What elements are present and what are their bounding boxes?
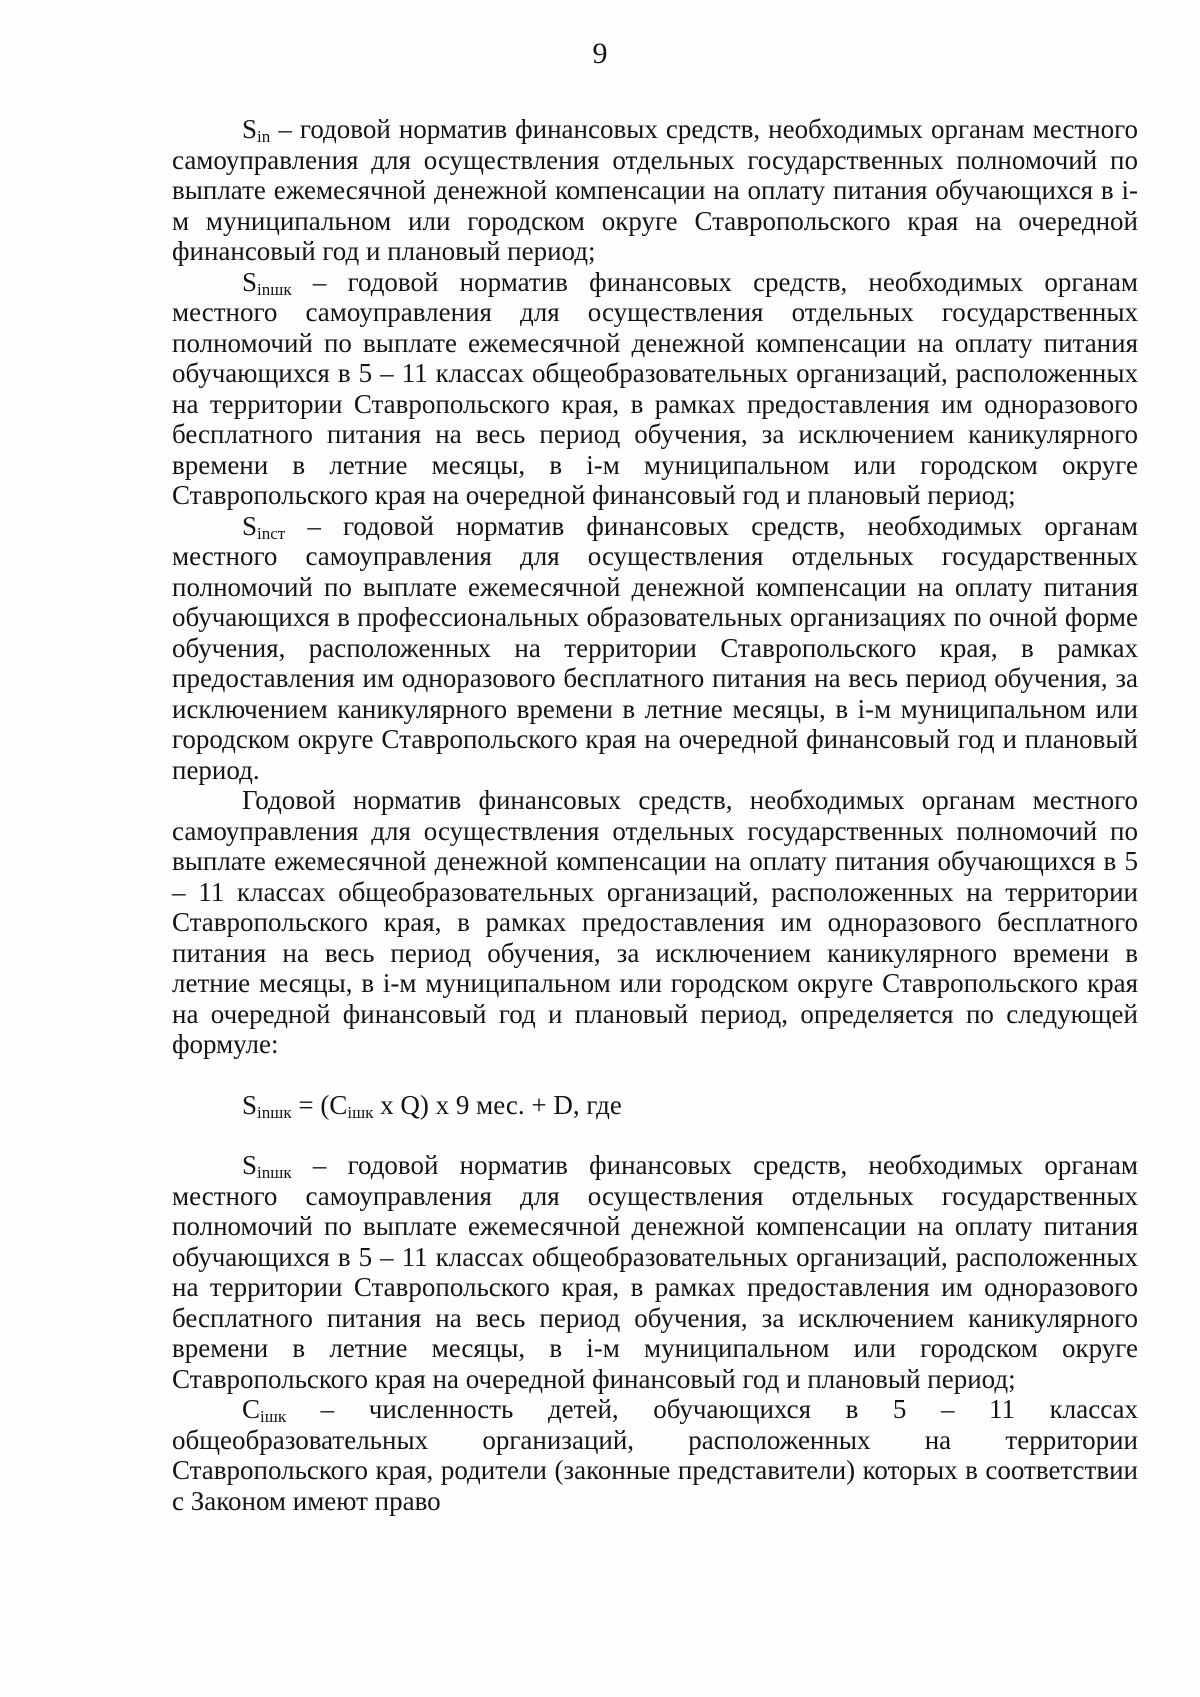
definition-s-inshk	[172, 267, 1138, 511]
symbol	[242, 114, 270, 144]
definition-s-inshk-repeat	[172, 1150, 1138, 1394]
symbol-subscript: inшк	[257, 279, 292, 299]
formula-c-subscript: iшк	[347, 1102, 374, 1122]
formula	[172, 1090, 1138, 1121]
symbol-subscript: inст	[257, 523, 286, 543]
symbol	[242, 1150, 292, 1180]
page-number: 9	[592, 37, 608, 70]
formula-lhs	[242, 1090, 292, 1120]
definition-text: – годовой норматив финансовых средств, необходимых органам местного самоуправления для осуществления отдельных государственных полномочий по выплате ежемесячной денежной компенсации на оплату питания обучающихся в 5 – 11 классах общеобразовательных организаций, расположенных на территории Ставропольского края, в рамках предоставления им одноразового бесплатного питания на весь период обучения, за исключением каникулярного времени в летние месяцы, в i-м муниципальном или городском округе Ставропольского края на очередной финансовый год и плановый период;	[172, 266, 1138, 510]
formula-rest: x Q) x 9 мес. + D, где	[373, 1089, 622, 1120]
symbol-subscript: inшк	[257, 1163, 292, 1182]
symbol-letter: S	[242, 114, 258, 144]
definition-s-inst	[172, 511, 1138, 786]
symbol-subscript: iшк	[260, 1407, 287, 1426]
definition-s-in	[172, 114, 1138, 267]
symbol-letter: S	[242, 1150, 258, 1180]
symbol-letter: S	[242, 266, 258, 297]
symbol-letter: S	[242, 510, 258, 541]
symbol	[242, 511, 285, 541]
formula-lhs-letter: S	[242, 1089, 258, 1120]
definition-text: – годовой норматив финансовых средств, необходимых органам местного самоуправления для осуществления отдельных государственных полномочий по выплате ежемесячной денежной компенсации на оплату питания обучающихся в i-м муниципальном или городском округе Ставропольского края на очередной финансовый год и плановый период;	[172, 114, 1138, 266]
definition-text: – годовой норматив финансовых средств, необходимых органам местного самоуправления для осуществления отдельных государственных полномочий по выплате ежемесячной денежной компенсации на оплату питания обучающихся в 5 – 11 классах общеобразовательных организаций, расположенных на территории Ставропольского края, в рамках предоставления им одноразового бесплатного питания на весь период обучения, за исключением каникулярного времени в летние месяцы, в i-м муниципальном или городском округе Ставропольского края на очередной финансовый год и плановый период;	[172, 1150, 1138, 1394]
symbol-letter: C	[242, 1394, 261, 1424]
document-body	[172, 114, 1138, 1516]
formula-intro-paragraph: Годовой норматив финансовых средств, необходимых органам местного самоуправления для осуществления отдельных государственных полномочий по выплате ежемесячной денежной компенсации на оплату питания обучающихся в 5 – 11 классах общеобразовательных организаций, расположенных на территории Ставропольского края, в рамках предоставления им одноразового бесплатного питания на весь период обучения, за исключением каникулярного времени в летние месяцы, в i-м муниципальном или городском округе Ставропольского края на очередной финансовый год и плановый период, определяется по следующей формуле:	[172, 785, 1138, 1059]
definition-c-ishk	[172, 1394, 1138, 1516]
formula-lhs-subscript: inшк	[257, 1102, 292, 1122]
symbol	[242, 267, 292, 297]
symbol-subscript: in	[257, 127, 271, 146]
definition-text: – годовой норматив финансовых средств, необходимых органам местного самоуправления для осуществления отдельных государственных полномочий по выплате ежемесячной денежной компенсации на оплату питания обучающихся в профессиональных образовательных организациях по очной форме обучения, расположенных на территории Ставропольского края, в рамках предоставления им одноразового бесплатного питания на весь период обучения, за исключением каникулярного времени в летние месяцы, в i-м муниципальном или городском округе Ставропольского края на очередной финансовый год и плановый период.	[172, 510, 1138, 785]
definition-text: – численность детей, обучающихся в 5 – 11 классах общеобразовательных организаций, расположенных на территории Ставропольского края, родители (законные представители) которых в соответствии с Законом имеют право	[172, 1394, 1138, 1516]
formula-equals-open: = (C	[291, 1089, 348, 1120]
symbol	[242, 1394, 286, 1424]
